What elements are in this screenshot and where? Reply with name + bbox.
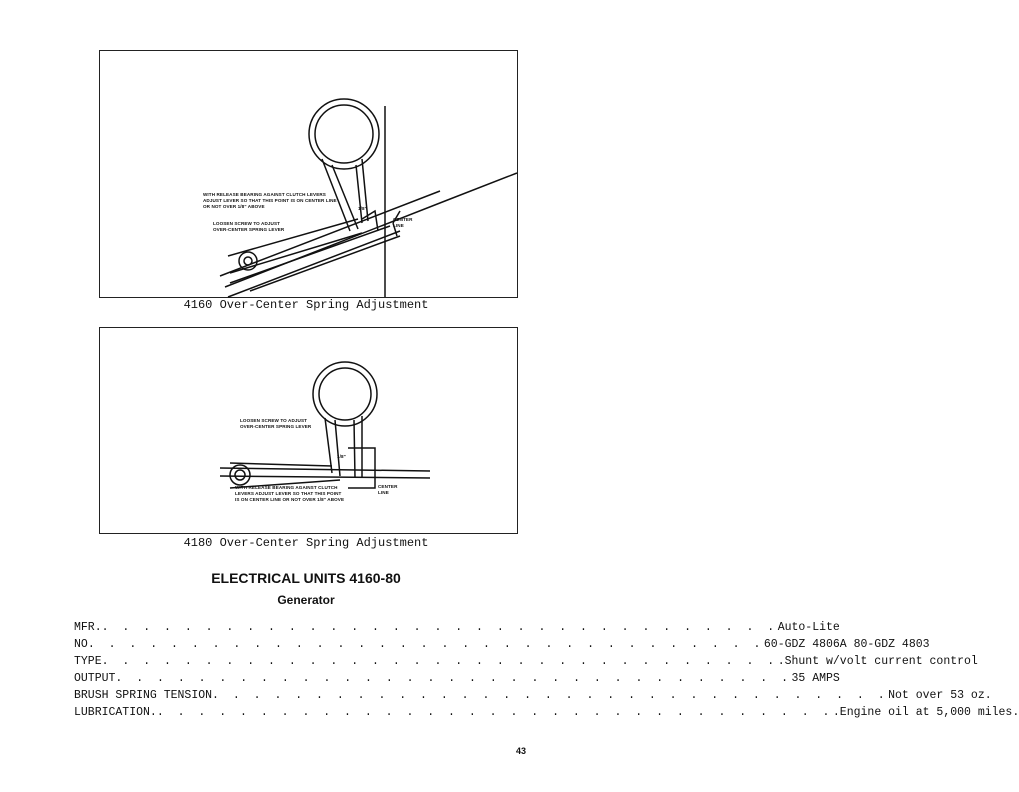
spec-key: OUTPUT bbox=[74, 672, 116, 685]
spec-value: 35 AMPS bbox=[791, 672, 840, 685]
figure-caption: 4180 Over-Center Spring Adjustment bbox=[183, 536, 429, 550]
spec-key: BRUSH SPRING TENSION bbox=[74, 689, 213, 702]
spec-key: MFR. bbox=[74, 621, 102, 634]
figure-caption: 4160 Over-Center Spring Adjustment bbox=[183, 298, 429, 312]
figure-4160-diagram bbox=[99, 50, 518, 298]
center-line-label: CENTER LINE bbox=[378, 484, 398, 495]
eighth-inch-label: 1/8" bbox=[358, 206, 367, 211]
spec-value: 60-GDZ 4806A 80-GDZ 4803 bbox=[763, 638, 930, 651]
spec-value: .Shunt w/volt current control bbox=[777, 655, 978, 668]
clutch-lever-drawing-4160 bbox=[100, 51, 517, 297]
spec-row: TYPE . . . . . . . . . . . . . . . . . . . . . . . . . . . . . . . . . .Shunt w/volt current control bbox=[74, 655, 529, 672]
loosen-screw-note: LOOSEN SCREW TO ADJUST OVER-CENTER SPRING LEVER bbox=[240, 418, 312, 429]
spec-row: LUBRICATION. . . . . . . . . . . . . . . . . . . . . . . . . . . . . . . . . . .Engine oil at 5,000 miles. bbox=[74, 706, 529, 723]
spec-value: Not over 53 oz. bbox=[888, 689, 992, 702]
page-number: 43 bbox=[516, 746, 527, 756]
section-title: ELECTRICAL UNITS 4160-80 bbox=[211, 570, 401, 586]
spec-value: Auto-Lite bbox=[777, 621, 840, 634]
release-bearing-note: WITH RELEASE BEARING AGAINST CLUTCH LEVERS ADJUST LEVER SO THAT THIS POINT IS ON CENTER LINE OR NOT OVER 1/8" ABOVE bbox=[235, 485, 345, 502]
spec-key: TYPE bbox=[74, 655, 102, 668]
release-bearing-note: WITH RELEASE BEARING AGAINST CLUTCH LEVERS ADJUST LEVER SO THAT THIS POINT IS ON CENTER LINE OR NOT OVER 1/8" ABOVE bbox=[203, 192, 337, 209]
spec-row: MFR. . . . . . . . . . . . . . . . . . . . . . . . . . . . . . . . . . Auto-Lite bbox=[74, 621, 529, 638]
spec-row: OUTPUT . . . . . . . . . . . . . . . . . . . . . . . . . . . . . . . . . 35 AMPS bbox=[74, 672, 529, 689]
spec-key: NO bbox=[74, 638, 88, 651]
section-subtitle: Generator bbox=[277, 593, 335, 607]
spec-row: NO . . . . . . . . . . . . . . . . . . . . . . . . . . . . . . . . . 60-GDZ 4806A 80-GDZ 4803 bbox=[74, 638, 529, 655]
loosen-screw-note: LOOSEN SCREW TO ADJUST OVER-CENTER SPRING LEVER bbox=[213, 221, 285, 232]
eighth-inch-label: 1/8" bbox=[337, 454, 346, 459]
figure-4180-diagram bbox=[99, 327, 518, 534]
spec-row: BRUSH SPRING TENSION . . . . . . . . . . . . . . . . . . . . . . . . . . . . . . . . . Not over 53 oz. bbox=[74, 689, 529, 706]
center-line-label: CENTER LINE bbox=[393, 217, 413, 228]
spec-value: .Engine oil at 5,000 miles. bbox=[832, 706, 1019, 719]
spec-key: LUBRICATION. bbox=[74, 706, 157, 719]
